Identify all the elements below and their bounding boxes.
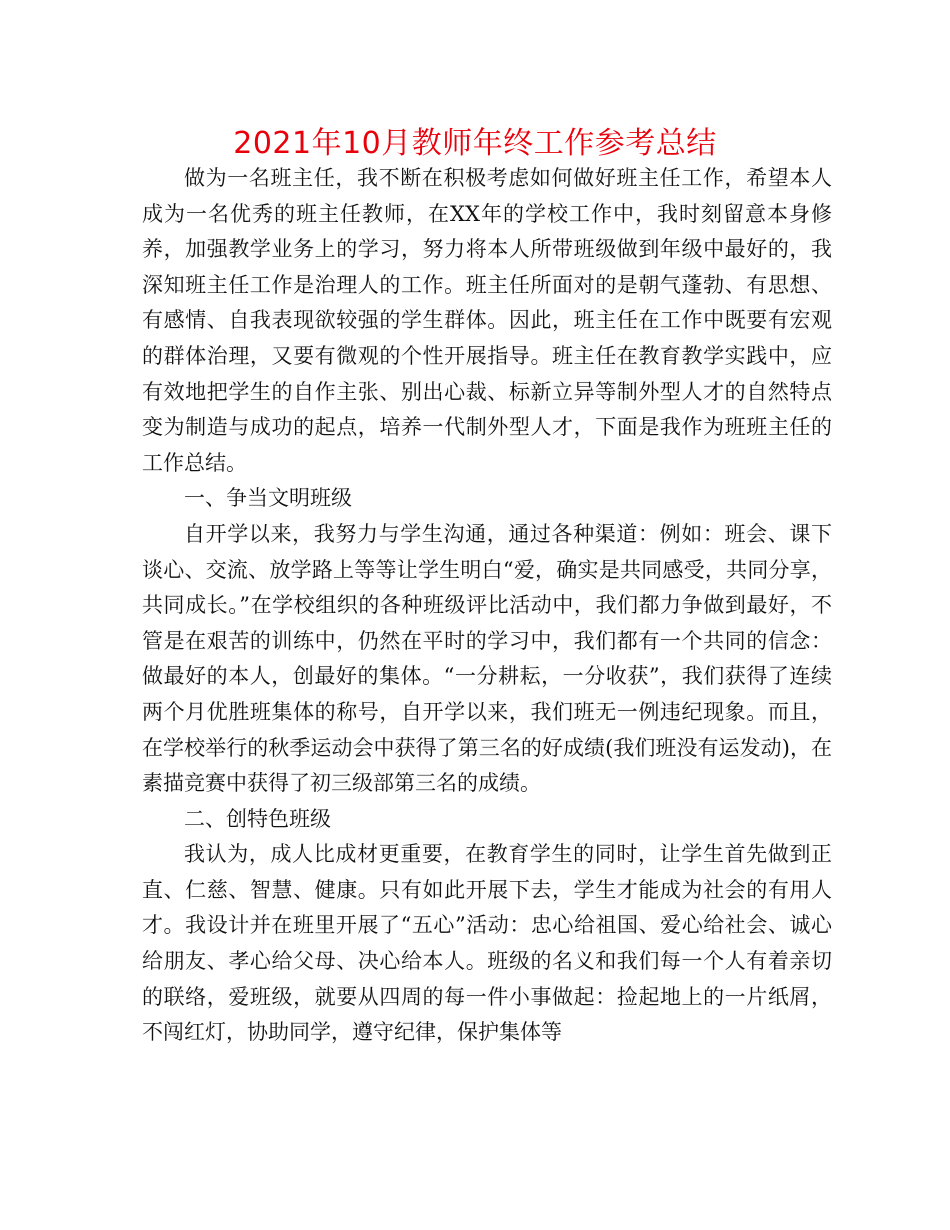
section-2-paragraph: 我认为，成人比成材更重要，在教育学生的同时，让学生首先做到正直、仁慈、智慧、健康。只有如此开展下去，学生才能成为社会的有用人才。我设计并在班里开展了“五心”活动：忠心给祖国、爱心给社会、诚心给朋友、孝心给父母、决心给本人。班级的名义和我们每一个人有着亲切的联络，爱班级，就要从四周的每一件小事做起：捡起地上的一片纸屑，不闯红灯，协助同学，遵守纪律，保护集体等	[142, 842, 832, 1045]
intro-paragraph: 做为一名班主任，我不断在积极考虑如何做好班主任工作，希望本人成为一名优秀的班主任教师，在XX年的学校工作中，我时刻留意本身修养，加强教学业务上的学习，努力将本人所带班级做到年级中最好的，我深知班主任工作是治理人的工作。班主任所面对的是朝气蓬勃、有思想、有感情、自我表现欲较强的学生群体。因此，班主任在工作中既要有宏观的群体治理，又要有微观的个性开展指导。班主任在教育教学实践中，应有效地把学生的自作主张、别出心裁、标新立异等制外型人才的自然特点变为制造与成功的起点，培养一代制外型人才，下面是我作为班班主任的工作总结。	[142, 166, 832, 475]
document-body	[142, 161, 832, 1051]
document-title: 2021年10月教师年终工作参考总结	[233, 126, 717, 161]
section-heading-2: 二、创特色班级	[184, 806, 331, 831]
section-heading-1: 一、争当文明班级	[184, 486, 352, 511]
section-1-paragraph: 自开学以来，我努力与学生沟通，通过各种渠道：例如：班会、课下谈心、交流、放学路上等等让学生明白“爱，确实是共同感受，共同分享，共同成长。”在学校组织的各种班级评比活动中，我们都力争做到最好，不管是在艰苦的训练中，仍然在平时的学习中，我们都有一个共同的信念：做最好的本人，创最好的集体。“一分耕耘，一分收获”，我们获得了连续两个月优胜班集体的称号，自开学以来，我们班无一例违纪现象。而且，在学校举行的秋季运动会中获得了第三名的好成绩(我们班没有运发动)，在素描竞赛中获得了初三级部第三名的成绩。	[142, 521, 832, 796]
